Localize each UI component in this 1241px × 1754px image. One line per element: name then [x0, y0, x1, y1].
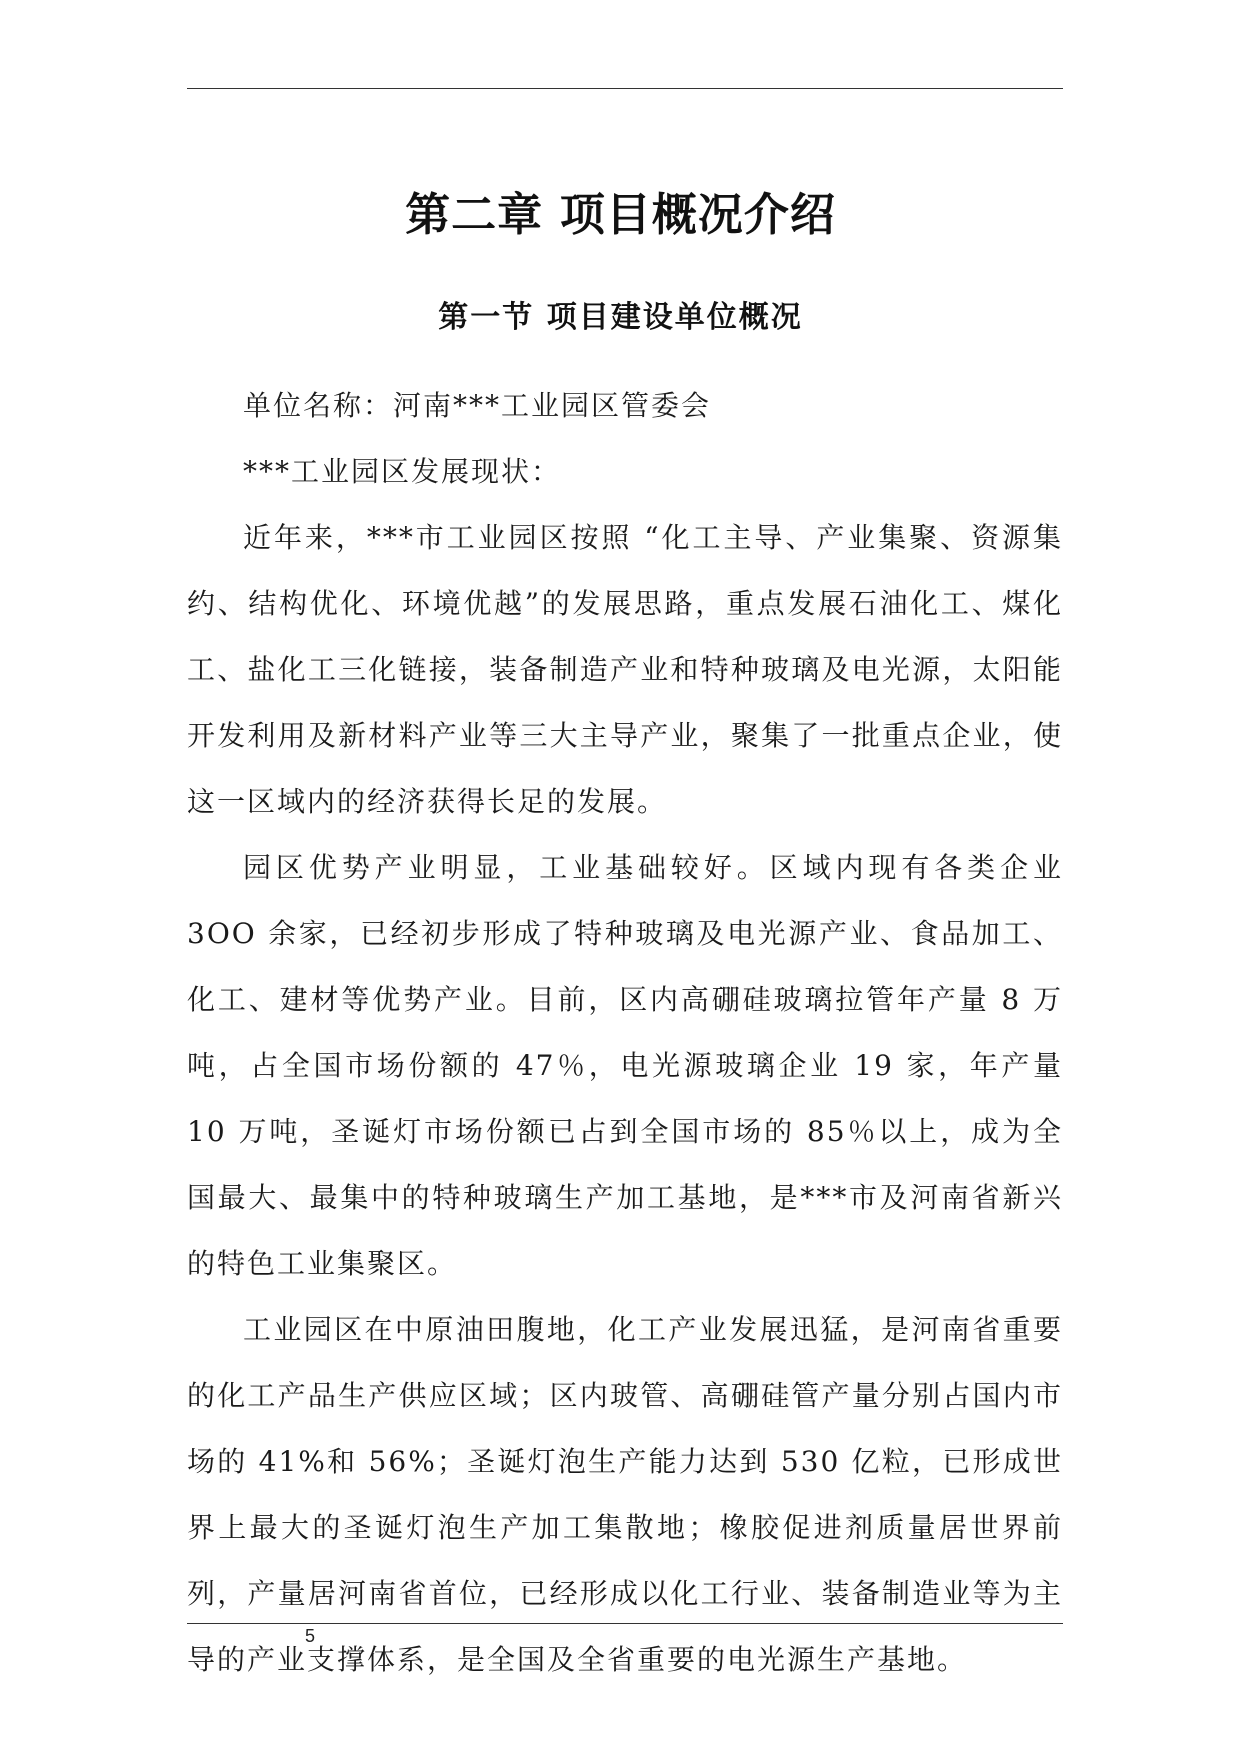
- paragraph-park-status-heading: ***工业园区发展现状：: [243, 455, 562, 488]
- document-body: [187, 373, 1063, 1693]
- footer-rule: [187, 1623, 1063, 1624]
- page-number: 5: [305, 1626, 316, 1646]
- chapter-title: 第二章 项目概况介绍: [405, 188, 836, 241]
- paragraph-chemical-industry: 工业园区在中原油田腹地，化工产业发展迅猛，是河南省重要的化工产品生产供应区域；区内玻管、高硼硅管产量分别占国内市场的 41%和 56%；圣诞灯泡生产能力达到 530 亿粒，已形成世界上最大的圣诞灯泡生产加工集散地；橡胶促进剂质量居世界前列，产量居河南省首位，已经形成以化工行业、装备制造业等为主导的产业支撑体系，是全国及全省重要的电光源生产基地。: [187, 1313, 1063, 1676]
- section-title: 第一节 项目建设单位概况: [438, 300, 803, 335]
- paragraph-unit-name: 单位名称：河南***工业园区管委会: [243, 389, 712, 422]
- paragraph-development: 近年来，***市工业园区按照 “化工主导、产业集聚、资源集约、结构优化、环境优越”的发展思路，重点发展石油化工、煤化工、盐化工三化链接，装备制造产业和特种玻璃及电光源，太阳能开发利用及新材料产业等三大主导产业，聚集了一批重点企业，使这一区域内的经济获得长足的发展。: [187, 521, 1063, 818]
- paragraph-industry-advantage: 园区优势产业明显，工业基础较好。区域内现有各类企业 3OO 余家，已经初步形成了特种玻璃及电光源产业、食品加工、化工、建材等优势产业。目前，区内高硼硅玻璃拉管年产量 8 万吨，占全国市场份额的 47％，电光源玻璃企业 19 家，年产量 10 万吨，圣诞灯市场份额已占到全国市场的 85％以上，成为全国最大、最集中的特种玻璃生产加工基地，是***市及河南省新兴的特色工业集聚区。: [187, 851, 1063, 1280]
- header-rule: [187, 88, 1063, 89]
